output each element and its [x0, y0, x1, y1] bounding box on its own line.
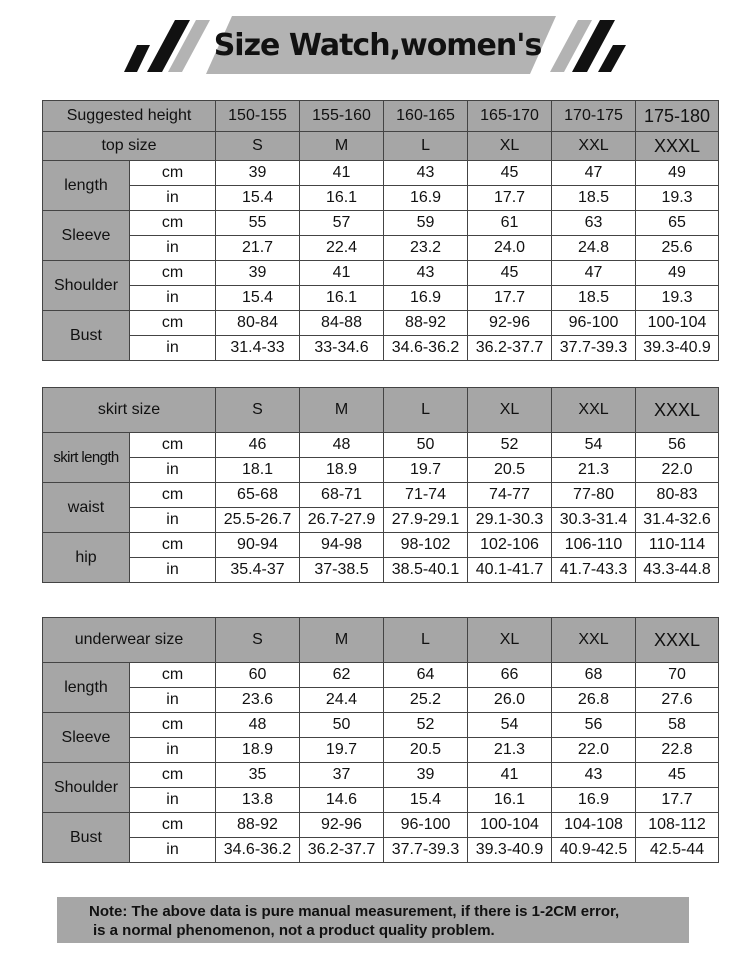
value-cell: 25.2: [384, 688, 468, 713]
value-cell: 27.6: [636, 688, 719, 713]
value-cell: 16.1: [468, 788, 552, 813]
value-cell: 17.7: [636, 788, 719, 813]
measure-label: skirt length: [43, 433, 130, 483]
value-cell: 25.5-26.7: [216, 508, 300, 533]
value-cell: 37-38.5: [300, 558, 384, 583]
size-label: top size: [43, 132, 216, 161]
value-cell: 23.6: [216, 688, 300, 713]
value-cell: 31.4-33: [216, 336, 300, 361]
value-cell: 49: [636, 161, 719, 186]
value-cell: 65-68: [216, 483, 300, 508]
value-cell: 25.6: [636, 236, 719, 261]
value-cell: 20.5: [384, 738, 468, 763]
table-row: [43, 713, 719, 738]
value-cell: 100-104: [636, 311, 719, 336]
value-cell: 26.7-27.9: [300, 508, 384, 533]
value-cell: 47: [552, 261, 636, 286]
unit-cm: cm: [130, 763, 216, 788]
value-cell: 41: [300, 261, 384, 286]
value-cell: 18.5: [552, 186, 636, 211]
value-cell: 22.8: [636, 738, 719, 763]
value-cell: 110-114: [636, 533, 719, 558]
value-cell: 66: [468, 663, 552, 688]
value-cell: 37: [300, 763, 384, 788]
value-cell: 16.1: [300, 286, 384, 311]
value-cell: 46: [216, 433, 300, 458]
unit-in: in: [130, 508, 216, 533]
value-cell: 102-106: [468, 533, 552, 558]
value-cell: 49: [636, 261, 719, 286]
value-cell: 27.9-29.1: [384, 508, 468, 533]
value-cell: 36.2-37.7: [468, 336, 552, 361]
value-cell: 48: [300, 433, 384, 458]
size-label: skirt size: [43, 388, 216, 433]
size-xxxl: XXXL: [636, 618, 719, 663]
value-cell: 48: [216, 713, 300, 738]
measure-label: length: [43, 663, 130, 713]
page-title: Size Watch,women's: [213, 27, 542, 63]
value-cell: 80-84: [216, 311, 300, 336]
value-cell: 56: [636, 433, 719, 458]
table-row: [43, 433, 719, 458]
height-header-row: [43, 101, 719, 132]
size-xxl: XXL: [552, 388, 636, 433]
table-row: [43, 813, 719, 838]
value-cell: 38.5-40.1: [384, 558, 468, 583]
value-cell: 60: [216, 663, 300, 688]
value-cell: 29.1-30.3: [468, 508, 552, 533]
table-row: [43, 508, 719, 533]
table-row: [43, 738, 719, 763]
unit-in: in: [130, 458, 216, 483]
unit-cm: cm: [130, 161, 216, 186]
value-cell: 13.8: [216, 788, 300, 813]
table-row: [43, 236, 719, 261]
value-cell: 43: [384, 261, 468, 286]
value-cell: 80-83: [636, 483, 719, 508]
value-cell: 84-88: [300, 311, 384, 336]
size-m: M: [300, 132, 384, 161]
value-cell: 41: [300, 161, 384, 186]
header-banner: [0, 0, 750, 90]
value-cell: 55: [216, 211, 300, 236]
unit-in: in: [130, 186, 216, 211]
value-cell: 17.7: [468, 286, 552, 311]
skirt-size-table: [42, 387, 719, 583]
value-cell: 34.6-36.2: [216, 838, 300, 863]
value-cell: 20.5: [468, 458, 552, 483]
measure-label: Shoulder: [43, 261, 130, 311]
unit-cm: cm: [130, 813, 216, 838]
value-cell: 61: [468, 211, 552, 236]
value-cell: 45: [468, 161, 552, 186]
size-s: S: [216, 388, 300, 433]
value-cell: 17.7: [468, 186, 552, 211]
height-range: 165-170: [468, 101, 552, 132]
value-cell: 26.8: [552, 688, 636, 713]
value-cell: 96-100: [384, 813, 468, 838]
value-cell: 96-100: [552, 311, 636, 336]
table-row: [43, 311, 719, 336]
value-cell: 74-77: [468, 483, 552, 508]
table-row: [43, 663, 719, 688]
value-cell: 47: [552, 161, 636, 186]
table-row: [43, 788, 719, 813]
size-s: S: [216, 618, 300, 663]
value-cell: 19.7: [300, 738, 384, 763]
measure-label: hip: [43, 533, 130, 583]
value-cell: 77-80: [552, 483, 636, 508]
value-cell: 39.3-40.9: [468, 838, 552, 863]
size-xxxl: XXXL: [636, 132, 719, 161]
value-cell: 58: [636, 713, 719, 738]
size-xl: XL: [468, 388, 552, 433]
table-row: [43, 483, 719, 508]
note-line-2: is a normal phenomenon, not a product quality problem.: [93, 922, 495, 939]
size-m: M: [300, 618, 384, 663]
value-cell: 94-98: [300, 533, 384, 558]
unit-cm: cm: [130, 211, 216, 236]
unit-cm: cm: [130, 533, 216, 558]
value-cell: 100-104: [468, 813, 552, 838]
measure-label: length: [43, 161, 130, 211]
value-cell: 41.7-43.3: [552, 558, 636, 583]
value-cell: 45: [636, 763, 719, 788]
unit-in: in: [130, 738, 216, 763]
value-cell: 19.3: [636, 186, 719, 211]
value-cell: 50: [300, 713, 384, 738]
disclaimer-note: [57, 897, 689, 943]
value-cell: 50: [384, 433, 468, 458]
unit-in: in: [130, 286, 216, 311]
value-cell: 18.9: [216, 738, 300, 763]
value-cell: 39: [216, 261, 300, 286]
value-cell: 88-92: [384, 311, 468, 336]
size-s: S: [216, 132, 300, 161]
value-cell: 18.5: [552, 286, 636, 311]
size-xxl: XXL: [552, 132, 636, 161]
measure-label: waist: [43, 483, 130, 533]
value-cell: 40.9-42.5: [552, 838, 636, 863]
measure-label: Sleeve: [43, 211, 130, 261]
value-cell: 98-102: [384, 533, 468, 558]
size-l: L: [384, 388, 468, 433]
value-cell: 18.9: [300, 458, 384, 483]
value-cell: 70: [636, 663, 719, 688]
table-row: [43, 763, 719, 788]
table-row: [43, 838, 719, 863]
size-xl: XL: [468, 618, 552, 663]
value-cell: 92-96: [300, 813, 384, 838]
size-m: M: [300, 388, 384, 433]
value-cell: 56: [552, 713, 636, 738]
size-xxl: XXL: [552, 618, 636, 663]
size-xxxl: XXXL: [636, 388, 719, 433]
suggested-height-label: Suggested height: [43, 101, 216, 132]
value-cell: 36.2-37.7: [300, 838, 384, 863]
table-row: [43, 688, 719, 713]
value-cell: 26.0: [468, 688, 552, 713]
value-cell: 15.4: [384, 788, 468, 813]
value-cell: 16.9: [384, 186, 468, 211]
size-xl: XL: [468, 132, 552, 161]
value-cell: 35.4-37: [216, 558, 300, 583]
table-row: [43, 161, 719, 186]
table-row: [43, 286, 719, 311]
unit-in: in: [130, 688, 216, 713]
value-cell: 52: [468, 433, 552, 458]
value-cell: 21.3: [468, 738, 552, 763]
value-cell: 35: [216, 763, 300, 788]
value-cell: 16.9: [384, 286, 468, 311]
value-cell: 15.4: [216, 286, 300, 311]
value-cell: 24.8: [552, 236, 636, 261]
value-cell: 43: [552, 763, 636, 788]
height-range: 170-175: [552, 101, 636, 132]
value-cell: 59: [384, 211, 468, 236]
table-row: [43, 558, 719, 583]
value-cell: 23.2: [384, 236, 468, 261]
top-size-table: [42, 100, 719, 361]
height-range: 150-155: [216, 101, 300, 132]
value-cell: 52: [384, 713, 468, 738]
measure-label: Bust: [43, 311, 130, 361]
unit-in: in: [130, 838, 216, 863]
value-cell: 108-112: [636, 813, 719, 838]
size-l: L: [384, 132, 468, 161]
size-l: L: [384, 618, 468, 663]
table-row: [43, 458, 719, 483]
measure-label: Shoulder: [43, 763, 130, 813]
value-cell: 57: [300, 211, 384, 236]
value-cell: 63: [552, 211, 636, 236]
value-cell: 24.4: [300, 688, 384, 713]
height-range: 155-160: [300, 101, 384, 132]
value-cell: 43.3-44.8: [636, 558, 719, 583]
value-cell: 41: [468, 763, 552, 788]
value-cell: 104-108: [552, 813, 636, 838]
value-cell: 34.6-36.2: [384, 336, 468, 361]
unit-in: in: [130, 558, 216, 583]
value-cell: 15.4: [216, 186, 300, 211]
value-cell: 19.3: [636, 286, 719, 311]
value-cell: 21.7: [216, 236, 300, 261]
value-cell: 90-94: [216, 533, 300, 558]
value-cell: 92-96: [468, 311, 552, 336]
table-row: [43, 211, 719, 236]
value-cell: 19.7: [384, 458, 468, 483]
unit-cm: cm: [130, 433, 216, 458]
table-row: [43, 186, 719, 211]
value-cell: 71-74: [384, 483, 468, 508]
underwear-size-table: [42, 617, 719, 863]
value-cell: 45: [468, 261, 552, 286]
value-cell: 33-34.6: [300, 336, 384, 361]
measure-label: Sleeve: [43, 713, 130, 763]
value-cell: 65: [636, 211, 719, 236]
size-header-row: [43, 388, 719, 433]
value-cell: 42.5-44: [636, 838, 719, 863]
unit-cm: cm: [130, 311, 216, 336]
value-cell: 24.0: [468, 236, 552, 261]
value-cell: 64: [384, 663, 468, 688]
value-cell: 37.7-39.3: [384, 838, 468, 863]
value-cell: 22.0: [552, 738, 636, 763]
unit-in: in: [130, 336, 216, 361]
value-cell: 68-71: [300, 483, 384, 508]
table-row: [43, 261, 719, 286]
unit-cm: cm: [130, 261, 216, 286]
measure-label: Bust: [43, 813, 130, 863]
note-line-1: Note: The above data is pure manual measurement, if there is 1-2CM error,: [89, 903, 620, 920]
size-header-row: [43, 132, 719, 161]
unit-cm: cm: [130, 713, 216, 738]
unit-cm: cm: [130, 663, 216, 688]
size-label: underwear size: [43, 618, 216, 663]
value-cell: 39.3-40.9: [636, 336, 719, 361]
value-cell: 39: [384, 763, 468, 788]
value-cell: 31.4-32.6: [636, 508, 719, 533]
value-cell: 62: [300, 663, 384, 688]
value-cell: 106-110: [552, 533, 636, 558]
unit-in: in: [130, 788, 216, 813]
table-row: [43, 533, 719, 558]
table-row: [43, 336, 719, 361]
value-cell: 14.6: [300, 788, 384, 813]
size-header-row: [43, 618, 719, 663]
value-cell: 18.1: [216, 458, 300, 483]
value-cell: 88-92: [216, 813, 300, 838]
height-range: 175-180: [636, 101, 719, 132]
value-cell: 16.9: [552, 788, 636, 813]
value-cell: 30.3-31.4: [552, 508, 636, 533]
unit-in: in: [130, 236, 216, 261]
unit-cm: cm: [130, 483, 216, 508]
value-cell: 21.3: [552, 458, 636, 483]
value-cell: 54: [552, 433, 636, 458]
value-cell: 39: [216, 161, 300, 186]
value-cell: 22.4: [300, 236, 384, 261]
height-range: 160-165: [384, 101, 468, 132]
value-cell: 54: [468, 713, 552, 738]
value-cell: 22.0: [636, 458, 719, 483]
value-cell: 16.1: [300, 186, 384, 211]
value-cell: 37.7-39.3: [552, 336, 636, 361]
value-cell: 40.1-41.7: [468, 558, 552, 583]
value-cell: 68: [552, 663, 636, 688]
value-cell: 43: [384, 161, 468, 186]
